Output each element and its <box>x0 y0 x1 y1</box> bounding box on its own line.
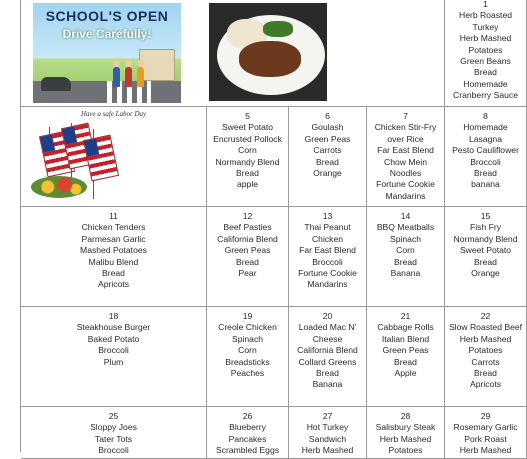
menu-item: Lasagna <box>469 133 502 144</box>
american-flag-icon <box>83 135 119 182</box>
day-number: 15 <box>480 211 491 221</box>
menu-item: Mashed Potatoes <box>80 245 147 256</box>
menu-item: California Blend <box>297 345 358 356</box>
menu-item: Encrusted Pollock <box>213 133 282 144</box>
menu-item: Bread <box>316 156 339 167</box>
day-cell <box>21 407 207 459</box>
menu-item: Turkey <box>472 21 499 32</box>
menu-item: Potatoes <box>468 44 503 55</box>
menu-item: Chicken <box>311 233 344 244</box>
child-figure <box>137 67 144 87</box>
menu-item: Chow Mein <box>384 156 427 167</box>
menu-item: Sweet Potato <box>459 245 512 256</box>
menu-item: Herb Mashed <box>459 33 512 44</box>
menu-item: Parmesan Garlic <box>81 233 146 244</box>
day-cell <box>289 107 367 207</box>
day-number: 12 <box>242 211 253 221</box>
day-number: 20 <box>322 311 333 321</box>
day-number: 5 <box>245 111 250 121</box>
menu-item: Normandy Blend <box>453 233 518 244</box>
menu-item: Herb Mashed <box>301 445 354 456</box>
menu-item: Normandy Blend <box>215 156 280 167</box>
menu-item: Fortune Cookie <box>376 179 435 190</box>
menu-item: Bread <box>102 268 125 279</box>
day-number: 28 <box>400 411 411 421</box>
menu-item: Apple <box>394 368 417 379</box>
day-cell <box>445 407 527 459</box>
menu-item: Corn <box>238 145 257 156</box>
menu-item: Bread <box>474 168 497 179</box>
menu-item: Steakhouse Burger <box>76 322 151 333</box>
day-number: 22 <box>480 311 491 321</box>
day-number: 21 <box>400 311 411 321</box>
menu-item: Green Peas <box>304 133 351 144</box>
menu-item: Bread <box>236 256 259 267</box>
day-cell <box>445 207 527 307</box>
menu-item: Tater Tots <box>94 433 133 444</box>
menu-item: Herb Mashed <box>459 333 512 344</box>
day-number: 8 <box>483 111 488 121</box>
menu-item: banana <box>471 179 500 190</box>
menu-item: Bread <box>394 356 417 367</box>
menu-item: Sweet Potato <box>221 122 274 133</box>
day-number: 27 <box>322 411 333 421</box>
menu-item: Banana <box>390 268 421 279</box>
menu-item: Green Peas <box>382 345 429 356</box>
menu-item: Breadsticks <box>225 356 270 367</box>
menu-item: Beef Pasties <box>223 222 272 233</box>
day-cell <box>445 307 527 407</box>
menu-item: Broccoli <box>98 345 129 356</box>
menu-item: Far East Blend <box>377 145 434 156</box>
day-number: 7 <box>403 111 408 121</box>
menu-item: Bread <box>474 368 497 379</box>
menu-item: Carrots <box>471 356 500 367</box>
day-number: 6 <box>325 111 330 121</box>
menu-item: Noodles <box>389 168 422 179</box>
menu-item: Baked Potato <box>87 333 140 344</box>
day-number: 11 <box>109 211 118 221</box>
menu-item: Chicken Tenders <box>81 222 146 233</box>
labor-day-caption: Have a safe Labor Day <box>80 110 147 118</box>
day-number: 29 <box>480 411 491 421</box>
menu-item: Pork Roast <box>464 433 507 444</box>
menu-item: Bread <box>236 168 259 179</box>
school-building-graphic <box>139 49 175 81</box>
menu-item: BBQ Meatballs <box>376 222 435 233</box>
day-cell <box>367 107 445 207</box>
flower-bouquet-graphic <box>31 176 87 198</box>
menu-item: Bread <box>394 256 417 267</box>
menu-item: Goulash <box>311 122 344 133</box>
day-number: 1 <box>483 0 488 9</box>
menu-item: Rosemary Garlic <box>453 422 518 433</box>
menu-item: Chicken Stir-Fry <box>374 122 437 133</box>
menu-item: Mandarins <box>385 190 426 201</box>
menu-item: Apricots <box>97 279 130 290</box>
day-cell <box>289 307 367 407</box>
menu-item: Herb Mashed <box>459 445 512 456</box>
menu-item: Bread <box>474 67 497 78</box>
day-cell <box>207 407 289 459</box>
day-number: 19 <box>242 311 253 321</box>
menu-item: Pear <box>238 268 257 279</box>
menu-item: Potatoes <box>468 345 503 356</box>
banner-subtitle: Drive Carefully! <box>62 27 152 41</box>
school-open-illustration <box>33 3 181 103</box>
menu-item: Homemade <box>463 122 508 133</box>
day-cell <box>207 307 289 407</box>
menu-item: apple <box>236 179 259 190</box>
menu-item: Bread <box>316 368 339 379</box>
menu-item: Blueberry <box>229 422 266 433</box>
lunch-menu-calendar <box>20 0 523 456</box>
day-number: 25 <box>108 411 119 421</box>
menu-item: Sloppy Joes <box>90 422 137 433</box>
menu-item: Peaches <box>230 368 265 379</box>
day-number: 26 <box>242 411 253 421</box>
day-cell <box>289 207 367 307</box>
day-number: 14 <box>400 211 411 221</box>
menu-item: Hot Turkey <box>306 422 349 433</box>
day-cell <box>367 307 445 407</box>
menu-item: Carrots <box>313 145 342 156</box>
menu-item: Mandarins <box>307 279 348 290</box>
car-graphic <box>41 77 71 91</box>
menu-item: Cranberry Sauce <box>453 90 518 101</box>
menu-item: Spinach <box>389 233 422 244</box>
menu-item: Broccoli <box>98 445 129 456</box>
menu-item: Pesto Cauliflower <box>452 145 519 156</box>
menu-item: Far East Blend <box>299 245 356 256</box>
menu-item: Homemade <box>463 78 508 89</box>
menu-item: Plum <box>103 356 124 367</box>
day-cell <box>207 207 289 307</box>
menu-item: Herb Roasted <box>458 10 513 21</box>
menu-item: over Rice <box>387 133 424 144</box>
child-figure <box>113 67 120 87</box>
menu-item: Italian Blend <box>381 333 430 344</box>
menu-item: Broccoli <box>470 156 501 167</box>
menu-item: Banana <box>312 379 343 390</box>
day-number: 13 <box>322 211 333 221</box>
meal-photo <box>209 3 327 101</box>
menu-item: Loaded Mac N' <box>298 322 357 333</box>
menu-item: Potatoes <box>388 445 423 456</box>
child-figure <box>125 67 132 87</box>
menu-item: Corn <box>238 345 257 356</box>
menu-item: Bread <box>474 256 497 267</box>
menu-item: Orange <box>313 168 342 179</box>
day-cell <box>445 0 527 107</box>
day-cell <box>445 107 527 207</box>
day-cell <box>21 207 207 307</box>
day-cell <box>367 407 445 459</box>
school-open-banner <box>21 0 445 107</box>
green-beans-graphic <box>263 21 293 37</box>
menu-item: Corn <box>396 245 415 256</box>
menu-item: Sandwich <box>308 433 347 444</box>
menu-item: Fortune Cookie <box>298 268 357 279</box>
day-number: 18 <box>108 311 119 321</box>
menu-item: Slow Roasted Beef <box>448 322 523 333</box>
menu-item: Thai Peanut <box>304 222 351 233</box>
day-cell <box>289 407 367 459</box>
menu-item: Creole Chicken <box>218 322 277 333</box>
day-cell <box>367 207 445 307</box>
menu-item: California Blend <box>217 233 278 244</box>
menu-item: Broccoli <box>312 256 343 267</box>
day-cell <box>21 307 207 407</box>
menu-item: Green Beans <box>460 56 511 67</box>
banner-title: SCHOOL'S OPEN <box>45 8 169 24</box>
menu-item: Scrambled Eggs <box>215 445 280 456</box>
menu-item: Salisbury Steak <box>375 422 436 433</box>
menu-item: Spinach <box>231 333 264 344</box>
menu-item: Apricots <box>469 379 502 390</box>
steak-graphic <box>239 41 301 77</box>
menu-item: Collard Greens <box>298 356 357 367</box>
menu-item: Cheese <box>312 333 343 344</box>
menu-item: Fish Fry <box>469 222 502 233</box>
day-cell <box>207 107 289 207</box>
menu-item: Malibu Blend <box>88 256 139 267</box>
labor-day-image <box>21 107 207 207</box>
menu-item: Herb Mashed <box>379 433 432 444</box>
menu-item: Green Peas <box>224 245 271 256</box>
menu-item: Orange <box>471 268 500 279</box>
menu-item: Pancakes <box>228 433 267 444</box>
menu-item: Cabbage Rolls <box>377 322 434 333</box>
